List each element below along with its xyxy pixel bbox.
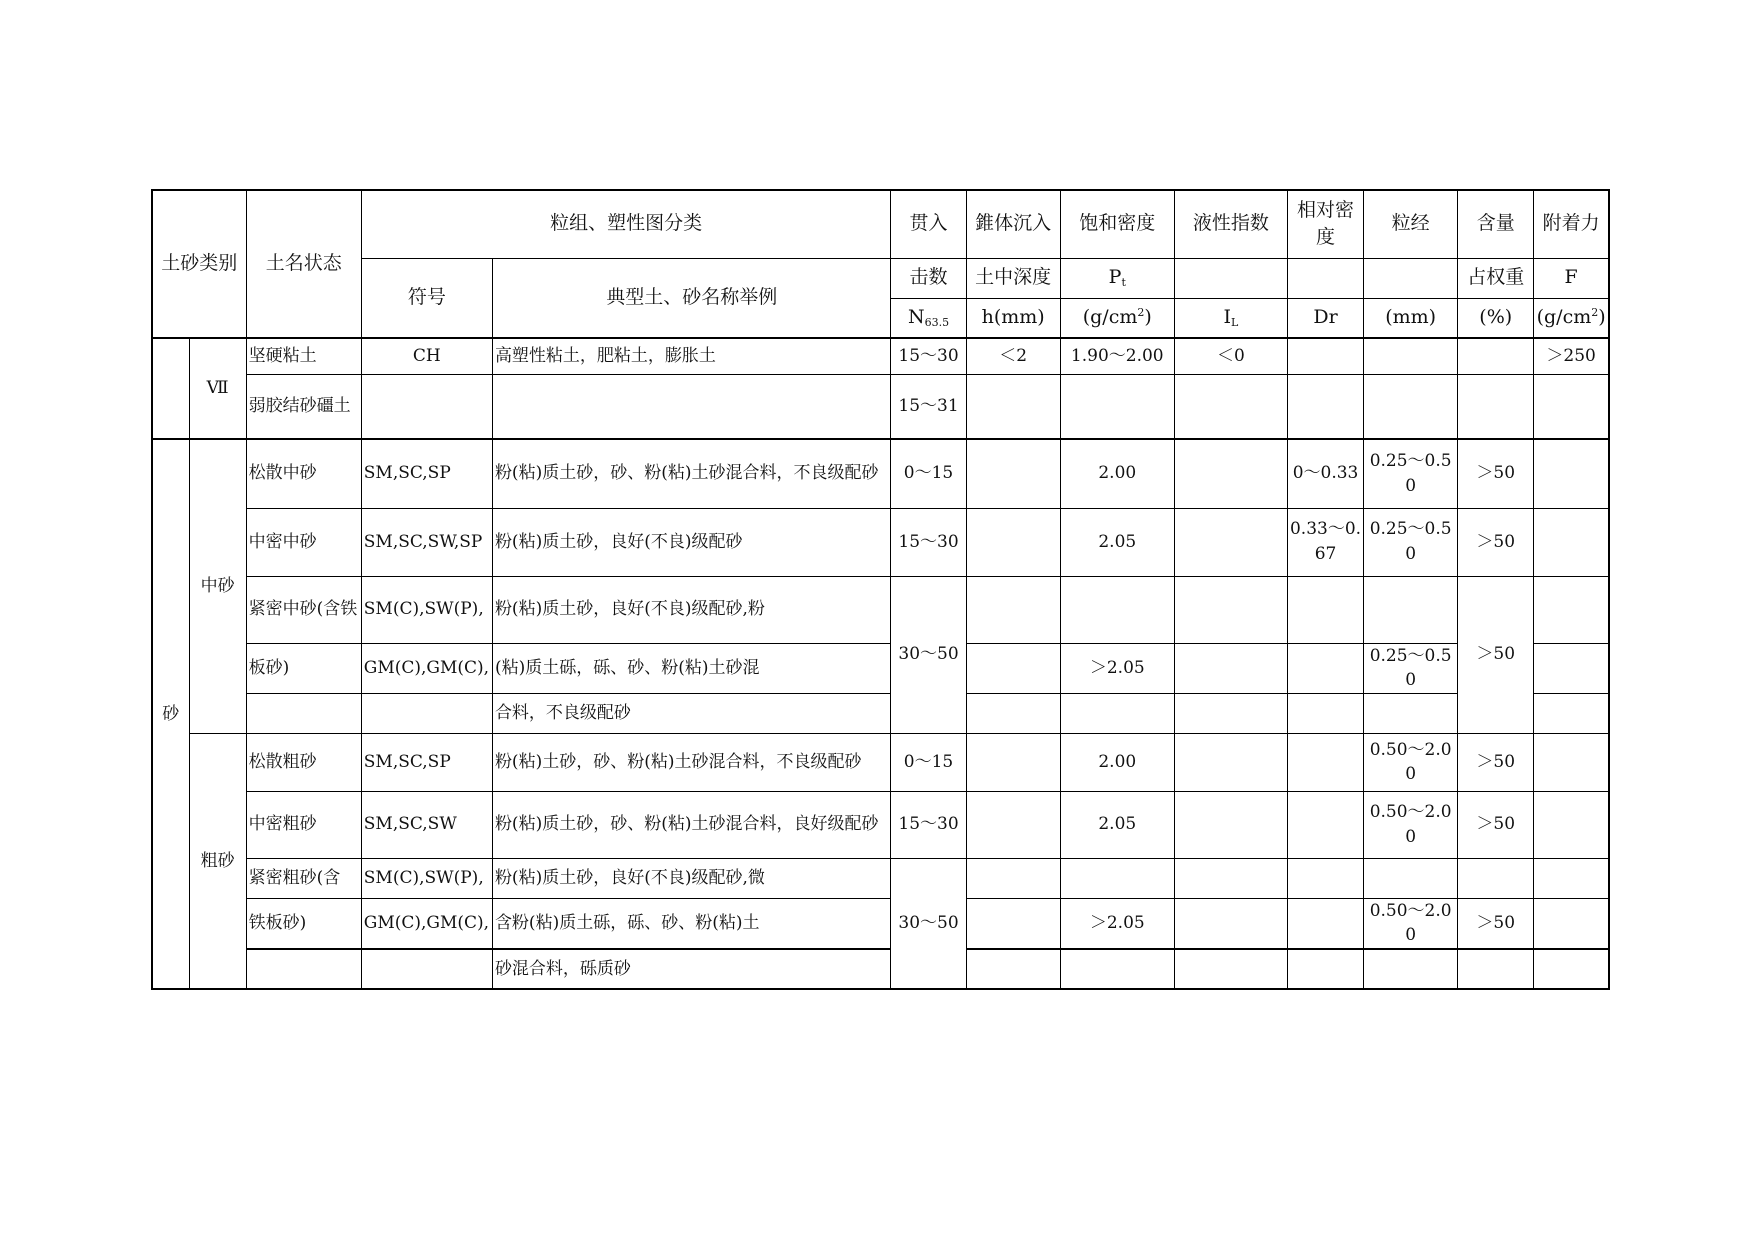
row-il: [1174, 508, 1287, 576]
row-symbol: SM,SC,SW: [361, 791, 492, 858]
row-symbol: GM(C),GM(C),: [361, 643, 492, 693]
row-adhesion: ＞250: [1534, 338, 1609, 374]
row-il: [1174, 791, 1287, 858]
row-grain: [1364, 693, 1458, 733]
row-dr: [1287, 791, 1363, 858]
header-soil-name-state: 土名状态: [246, 190, 361, 338]
group-sand-label: 砂: [152, 439, 189, 989]
table-row: [152, 733, 1609, 791]
row-density: 2.00: [1060, 439, 1174, 508]
header-row-1: [152, 190, 1609, 258]
table-row: [152, 643, 1609, 693]
row-h: [966, 576, 1060, 643]
row-typical: (粘)质土砾，砾、砂、粉(粘)土砂混: [492, 643, 891, 693]
density-symbol-main: P: [1108, 266, 1122, 289]
row-typical: 高塑性粘土，肥粘土，膨胀土: [492, 338, 891, 374]
row-density: [1060, 576, 1174, 643]
header-density: 饱和密度: [1060, 190, 1174, 258]
header-content: 含量: [1458, 190, 1534, 258]
header-blow-count: 击数: [891, 258, 966, 298]
row-content: [1458, 338, 1534, 374]
group-vii-blank: [152, 338, 189, 439]
row-n: 15～30: [891, 508, 966, 576]
row-dr: [1287, 898, 1363, 949]
row-dr: [1287, 374, 1363, 439]
row-grain: [1364, 949, 1458, 989]
il-main: I: [1223, 305, 1232, 328]
row-soil-name: 铁板砂): [246, 898, 361, 949]
table-row: [152, 791, 1609, 858]
row-content: ＞50: [1458, 733, 1534, 791]
row-dr: 0～0.33: [1287, 439, 1363, 508]
row-il: [1174, 576, 1287, 643]
row-h: [966, 693, 1060, 733]
n-sub: 63.5: [924, 315, 950, 329]
row-il: [1174, 949, 1287, 989]
row-h: [966, 508, 1060, 576]
header-weight-share: 占权重: [1458, 258, 1534, 298]
density-unit-sup: 2: [1137, 305, 1145, 319]
row-adhesion: [1534, 949, 1609, 989]
row-symbol: GM(C),GM(C),: [361, 898, 492, 949]
n-main: N: [907, 305, 925, 328]
header-penetration: 贯入: [891, 190, 966, 258]
header-cone-depth: 土中深度: [966, 258, 1060, 298]
row-grain: [1364, 858, 1458, 898]
header-liquid-index: 液性指数: [1174, 190, 1287, 258]
group-medium-sand-label: 中砂: [189, 439, 246, 733]
header-h-unit: h(mm): [966, 298, 1060, 338]
row-il: [1174, 439, 1287, 508]
table-row: [152, 338, 1609, 374]
row-n: 15～31: [891, 374, 966, 439]
row-content: ＞50: [1458, 576, 1534, 733]
row-adhesion: [1534, 439, 1609, 508]
table-row: [152, 508, 1609, 576]
row-dr: [1287, 733, 1363, 791]
row-grain: 0.50～2.00: [1364, 791, 1458, 858]
row-h: [966, 858, 1060, 898]
header-content-unit: (%): [1458, 298, 1534, 338]
header-cone: 錐体沉入: [966, 190, 1060, 258]
row-h: ＜2: [966, 338, 1060, 374]
table-row: [152, 693, 1609, 733]
row-dr: [1287, 693, 1363, 733]
row-h: [966, 374, 1060, 439]
row-n: 0～15: [891, 733, 966, 791]
row-content: ＞50: [1458, 898, 1534, 949]
row-adhesion: [1534, 791, 1609, 858]
row-il: [1174, 898, 1287, 949]
row-density: [1060, 949, 1174, 989]
table-row: [152, 898, 1609, 949]
row-n: 30～50: [891, 576, 966, 733]
header-density-unit: [1060, 298, 1174, 338]
row-typical: 粉(粘)质土砂，砂、粉(粘)土砂混合料，不良级配砂: [492, 439, 891, 508]
header-empty-relative: [1287, 258, 1363, 298]
header-grain-unit: (mm): [1364, 298, 1458, 338]
row-density: ＞2.05: [1060, 898, 1174, 949]
header-dr-unit: Dr: [1287, 298, 1363, 338]
row-grain: [1364, 338, 1458, 374]
row-content: [1458, 374, 1534, 439]
row-dr: [1287, 338, 1363, 374]
header-adhesion-symbol: F: [1534, 258, 1609, 298]
header-grain-size: 粒经: [1364, 190, 1458, 258]
row-soil-name: 紧密中砂(含铁: [246, 576, 361, 643]
row-adhesion: [1534, 576, 1609, 643]
header-adhesion: 附着力: [1534, 190, 1609, 258]
row-dr: [1287, 858, 1363, 898]
row-density: 2.00: [1060, 733, 1174, 791]
row-soil-name: [246, 693, 361, 733]
row-dr: 0.33～0.67: [1287, 508, 1363, 576]
row-il: [1174, 733, 1287, 791]
row-density: 2.05: [1060, 508, 1174, 576]
row-h: [966, 949, 1060, 989]
row-soil-name: 中密中砂: [246, 508, 361, 576]
row-grain: 0.25～0.50: [1364, 508, 1458, 576]
row-adhesion: [1534, 898, 1609, 949]
row-symbol: CH: [361, 338, 492, 374]
row-typical: 粉(粘)质土砂，良好(不良)级配砂,粉: [492, 576, 891, 643]
row-content: [1458, 858, 1534, 898]
row-soil-name: 板砂): [246, 643, 361, 693]
group-vii-label: Ⅶ: [189, 338, 246, 439]
row-soil-name: [246, 949, 361, 989]
row-grain: 0.25～0.50: [1364, 643, 1458, 693]
row-dr: [1287, 643, 1363, 693]
row-h: [966, 898, 1060, 949]
row-typical: [492, 374, 891, 439]
header-relative-density: 相对密度: [1287, 190, 1363, 258]
row-symbol: [361, 949, 492, 989]
row-h: [966, 439, 1060, 508]
row-typical: 合料，不良级配砂: [492, 693, 891, 733]
il-sub: L: [1231, 315, 1239, 329]
row-grain: 0.50～2.00: [1364, 733, 1458, 791]
row-grain: 0.25～0.50: [1364, 439, 1458, 508]
row-soil-name: 松散中砂: [246, 439, 361, 508]
row-typical: 粉(粘)质土砂，良好(不良)级配砂,微: [492, 858, 891, 898]
row-content: ＞50: [1458, 508, 1534, 576]
row-soil-name: 弱胶结砂礓土: [246, 374, 361, 439]
table-row: [152, 949, 1609, 989]
density-unit-pre: (g/cm: [1082, 305, 1138, 328]
header-il-unit: [1174, 298, 1287, 338]
row-density: [1060, 374, 1174, 439]
row-soil-name: 坚硬粘土: [246, 338, 361, 374]
row-content: ＞50: [1458, 791, 1534, 858]
row-symbol: [361, 693, 492, 733]
row-il: [1174, 858, 1287, 898]
row-adhesion: [1534, 733, 1609, 791]
table-row: [152, 576, 1609, 643]
header-symbol: 符号: [361, 258, 492, 338]
row-grain: [1364, 374, 1458, 439]
row-dr: [1287, 949, 1363, 989]
row-il: ＜0: [1174, 338, 1287, 374]
header-density-symbol: [1060, 258, 1174, 298]
row-density: 2.05: [1060, 791, 1174, 858]
header-adhesion-unit: [1534, 298, 1609, 338]
row-il: [1174, 643, 1287, 693]
header-empty-liquid: [1174, 258, 1287, 298]
header-soil-category: 土砂类别: [152, 190, 246, 338]
group-coarse-sand-label: 粗砂: [189, 733, 246, 989]
header-typical: 典型土、砂名称举例: [492, 258, 891, 338]
row-n: 15～30: [891, 338, 966, 374]
row-h: [966, 643, 1060, 693]
density-symbol-sub: t: [1121, 276, 1126, 290]
soil-classification-table: [151, 189, 1610, 990]
row-soil-name: 紧密粗砂(含: [246, 858, 361, 898]
row-symbol: SM,SC,SW,SP: [361, 508, 492, 576]
row-density: [1060, 858, 1174, 898]
row-density: 1.90～2.00: [1060, 338, 1174, 374]
row-dr: [1287, 576, 1363, 643]
row-typical: 粉(粘)质土砂，砂、粉(粘)土砂混合料，良好级配砂: [492, 791, 891, 858]
row-adhesion: [1534, 858, 1609, 898]
row-symbol: SM(C),SW(P),: [361, 858, 492, 898]
row-density: [1060, 693, 1174, 733]
row-symbol: SM,SC,SP: [361, 733, 492, 791]
row-typical: 砂混合料，砾质砂: [492, 949, 891, 989]
row-typical: 粉(粘)土砂，砂、粉(粘)土砂混合料，不良级配砂: [492, 733, 891, 791]
header-n-unit: [891, 298, 966, 338]
row-n: 15～30: [891, 791, 966, 858]
table-row: [152, 374, 1609, 439]
table-row: [152, 439, 1609, 508]
row-grain: 0.50～2.00: [1364, 898, 1458, 949]
row-n: 30～50: [891, 858, 966, 989]
row-h: [966, 733, 1060, 791]
adhesion-unit-sup: 2: [1591, 305, 1599, 319]
row-n: 0～15: [891, 439, 966, 508]
header-row-2: [152, 258, 1609, 298]
row-typical: 含粉(粘)质土砾，砾、砂、粉(粘)土: [492, 898, 891, 949]
row-adhesion: [1534, 508, 1609, 576]
row-content: ＞50: [1458, 439, 1534, 508]
row-il: [1174, 693, 1287, 733]
row-density: ＞2.05: [1060, 643, 1174, 693]
header-grain-group: 粒组、塑性图分类: [361, 190, 891, 258]
row-symbol: SM,SC,SP: [361, 439, 492, 508]
row-adhesion: [1534, 693, 1609, 733]
adhesion-unit-pre: (g/cm: [1536, 305, 1592, 328]
row-grain: [1364, 576, 1458, 643]
row-adhesion: [1534, 643, 1609, 693]
row-h: [966, 791, 1060, 858]
table-row: [152, 858, 1609, 898]
header-empty-grain: [1364, 258, 1458, 298]
row-content: [1458, 949, 1534, 989]
row-typical: 粉(粘)质土砂，良好(不良)级配砂: [492, 508, 891, 576]
row-soil-name: 松散粗砂: [246, 733, 361, 791]
row-adhesion: [1534, 374, 1609, 439]
row-symbol: SM(C),SW(P),: [361, 576, 492, 643]
adhesion-unit-post: ): [1598, 305, 1606, 328]
row-soil-name: 中密粗砂: [246, 791, 361, 858]
density-unit-post: ): [1144, 305, 1152, 328]
row-symbol: [361, 374, 492, 439]
row-il: [1174, 374, 1287, 439]
